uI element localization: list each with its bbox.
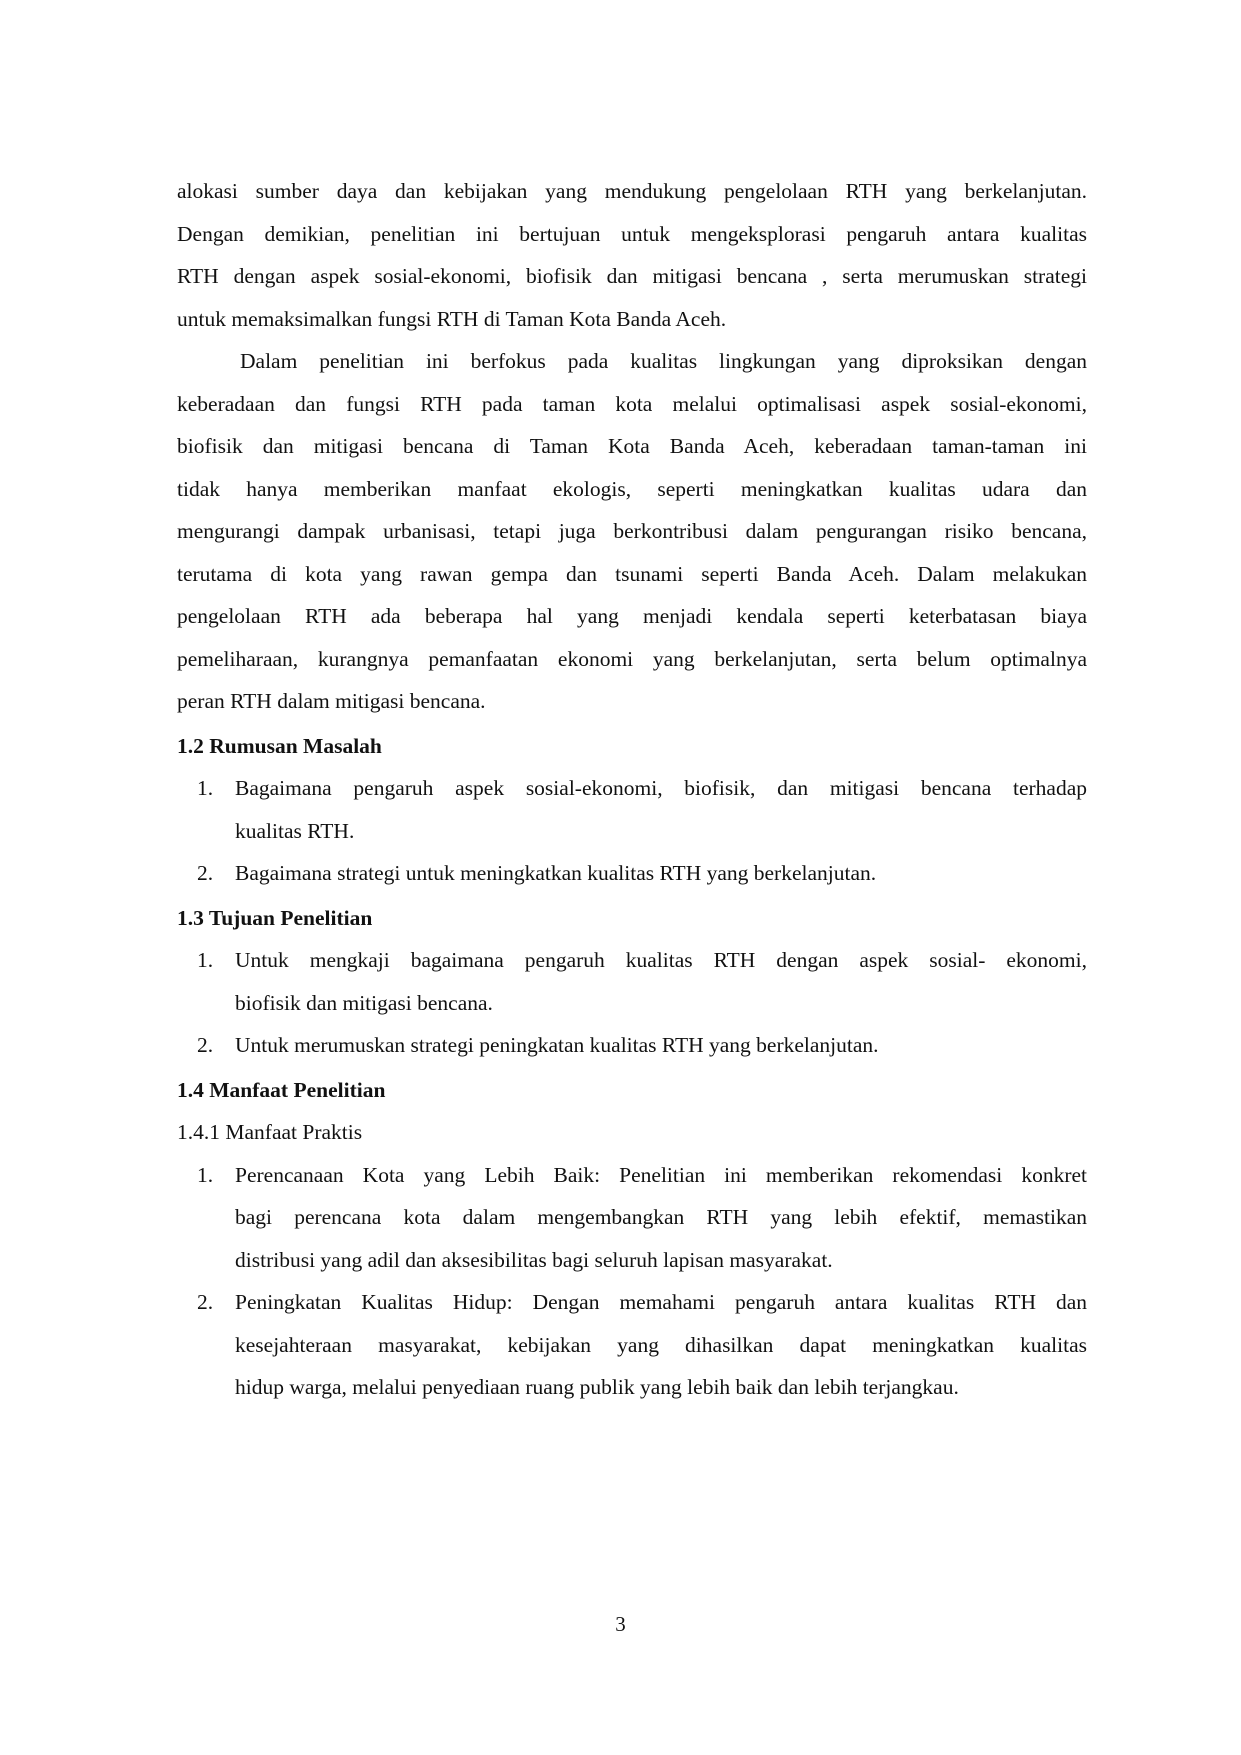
list-line: Bagaimana strategi untuk meningkatkan kualitas RTH yang berkelanjutan. <box>235 861 877 885</box>
list-number: 1. <box>197 948 214 972</box>
section-heading: 1.4 Manfaat Penelitian <box>177 1077 386 1102</box>
section-manfaat-penelitian <box>177 1069 1087 1409</box>
section-rumusan-masalah <box>177 725 1087 895</box>
paragraph-line: keberadaan dan fungsi RTH pada taman kota melalui optimalisasi aspek sosial-ekonomi, <box>177 391 1087 416</box>
list-item <box>177 1281 1087 1409</box>
list-line: hidup warga, melalui penyediaan ruang publik yang lebih baik dan lebih terjangkau. <box>235 1375 959 1399</box>
paragraph-line: tidak hanya memberikan manfaat ekologis, seperti meningkatkan kualitas udara dan <box>177 476 1087 501</box>
section-tujuan-penelitian <box>177 897 1087 1067</box>
paragraph-line: peran RTH dalam mitigasi bencana. <box>177 689 486 713</box>
list-number: 1. <box>197 1162 214 1187</box>
paragraph-line: alokasi sumber daya dan kebijakan yang mendukung pengelolaan RTH yang berkelanjutan. <box>177 179 1087 203</box>
paragraph-line: RTH dengan aspek sosial-ekonomi, biofisik dan mitigasi bencana , serta merumuskan strategi <box>177 264 1087 288</box>
list-number: 2. <box>197 1290 214 1314</box>
paragraph-line: terutama di kota yang rawan gempa dan tsunami seperti Banda Aceh. Dalam melakukan <box>177 561 1087 586</box>
section-heading: 1.3 Tujuan Penelitian <box>177 905 373 930</box>
list-line: distribusi yang adil dan aksesibilitas bagi seluruh lapisan masyarakat. <box>235 1247 833 1272</box>
paragraph-line: untuk memaksimalkan fungsi RTH di Taman Kota Banda Aceh. <box>177 306 727 331</box>
list-item <box>177 1154 1087 1282</box>
list-line: Untuk merumuskan strategi peningkatan kualitas RTH yang berkelanjutan. <box>235 1033 879 1057</box>
paragraph-line: pengelolaan RTH ada beberapa hal yang menjadi kendala seperti keterbatasan biaya <box>177 604 1087 628</box>
list-number: 2. <box>197 861 214 885</box>
list-line: biofisik dan mitigasi bencana. <box>235 990 493 1015</box>
page-body <box>177 170 1087 1409</box>
list-item <box>177 1024 1087 1067</box>
list-line: Perencanaan Kota yang Lebih Baik: Penelitian ini memberikan rekomendasi konkret <box>235 1162 1087 1187</box>
list-line: bagi perencana kota dalam mengembangkan RTH yang lebih efektif, memastikan <box>235 1205 1087 1229</box>
paragraph-line: biofisik dan mitigasi bencana di Taman Kota Banda Aceh, keberadaan taman-taman ini <box>177 434 1087 458</box>
list-item <box>177 939 1087 1024</box>
paragraph-line: Dengan demikian, penelitian ini bertujuan untuk mengeksplorasi pengaruh antara kualitas <box>177 221 1087 246</box>
list-line: kualitas RTH. <box>235 818 355 843</box>
list-line: Peningkatan Kualitas Hidup: Dengan memahami pengaruh antara kualitas RTH dan <box>235 1290 1087 1314</box>
paragraph-line: Dalam penelitian ini berfokus pada kualitas lingkungan yang diproksikan dengan <box>240 349 1087 373</box>
section-heading: 1.2 Rumusan Masalah <box>177 733 382 758</box>
focus-paragraph <box>177 340 1087 723</box>
paragraph-line: pemeliharaan, kurangnya pemanfaatan ekonomi yang berkelanjutan, serta belum optimalnya <box>177 646 1087 671</box>
list-line: Bagaimana pengaruh aspek sosial-ekonomi, biofisik, dan mitigasi bencana terhadap <box>235 776 1087 800</box>
subsection-heading: 1.4.1 Manfaat Praktis <box>177 1120 363 1144</box>
list-item <box>177 767 1087 852</box>
intro-paragraph <box>177 170 1087 340</box>
list-line: kesejahteraan masyarakat, kebijakan yang dihasilkan dapat meningkatkan kualitas <box>235 1332 1087 1357</box>
list-line: Untuk mengkaji bagaimana pengaruh kualitas RTH dengan aspek sosial- ekonomi, <box>235 948 1087 972</box>
list-number: 2. <box>197 1033 214 1057</box>
page-number: 3 <box>615 1612 626 1636</box>
paragraph-line: mengurangi dampak urbanisasi, tetapi juga berkontribusi dalam pengurangan risiko bencana, <box>177 519 1087 543</box>
list-item <box>177 852 1087 895</box>
list-number: 1. <box>197 776 214 800</box>
